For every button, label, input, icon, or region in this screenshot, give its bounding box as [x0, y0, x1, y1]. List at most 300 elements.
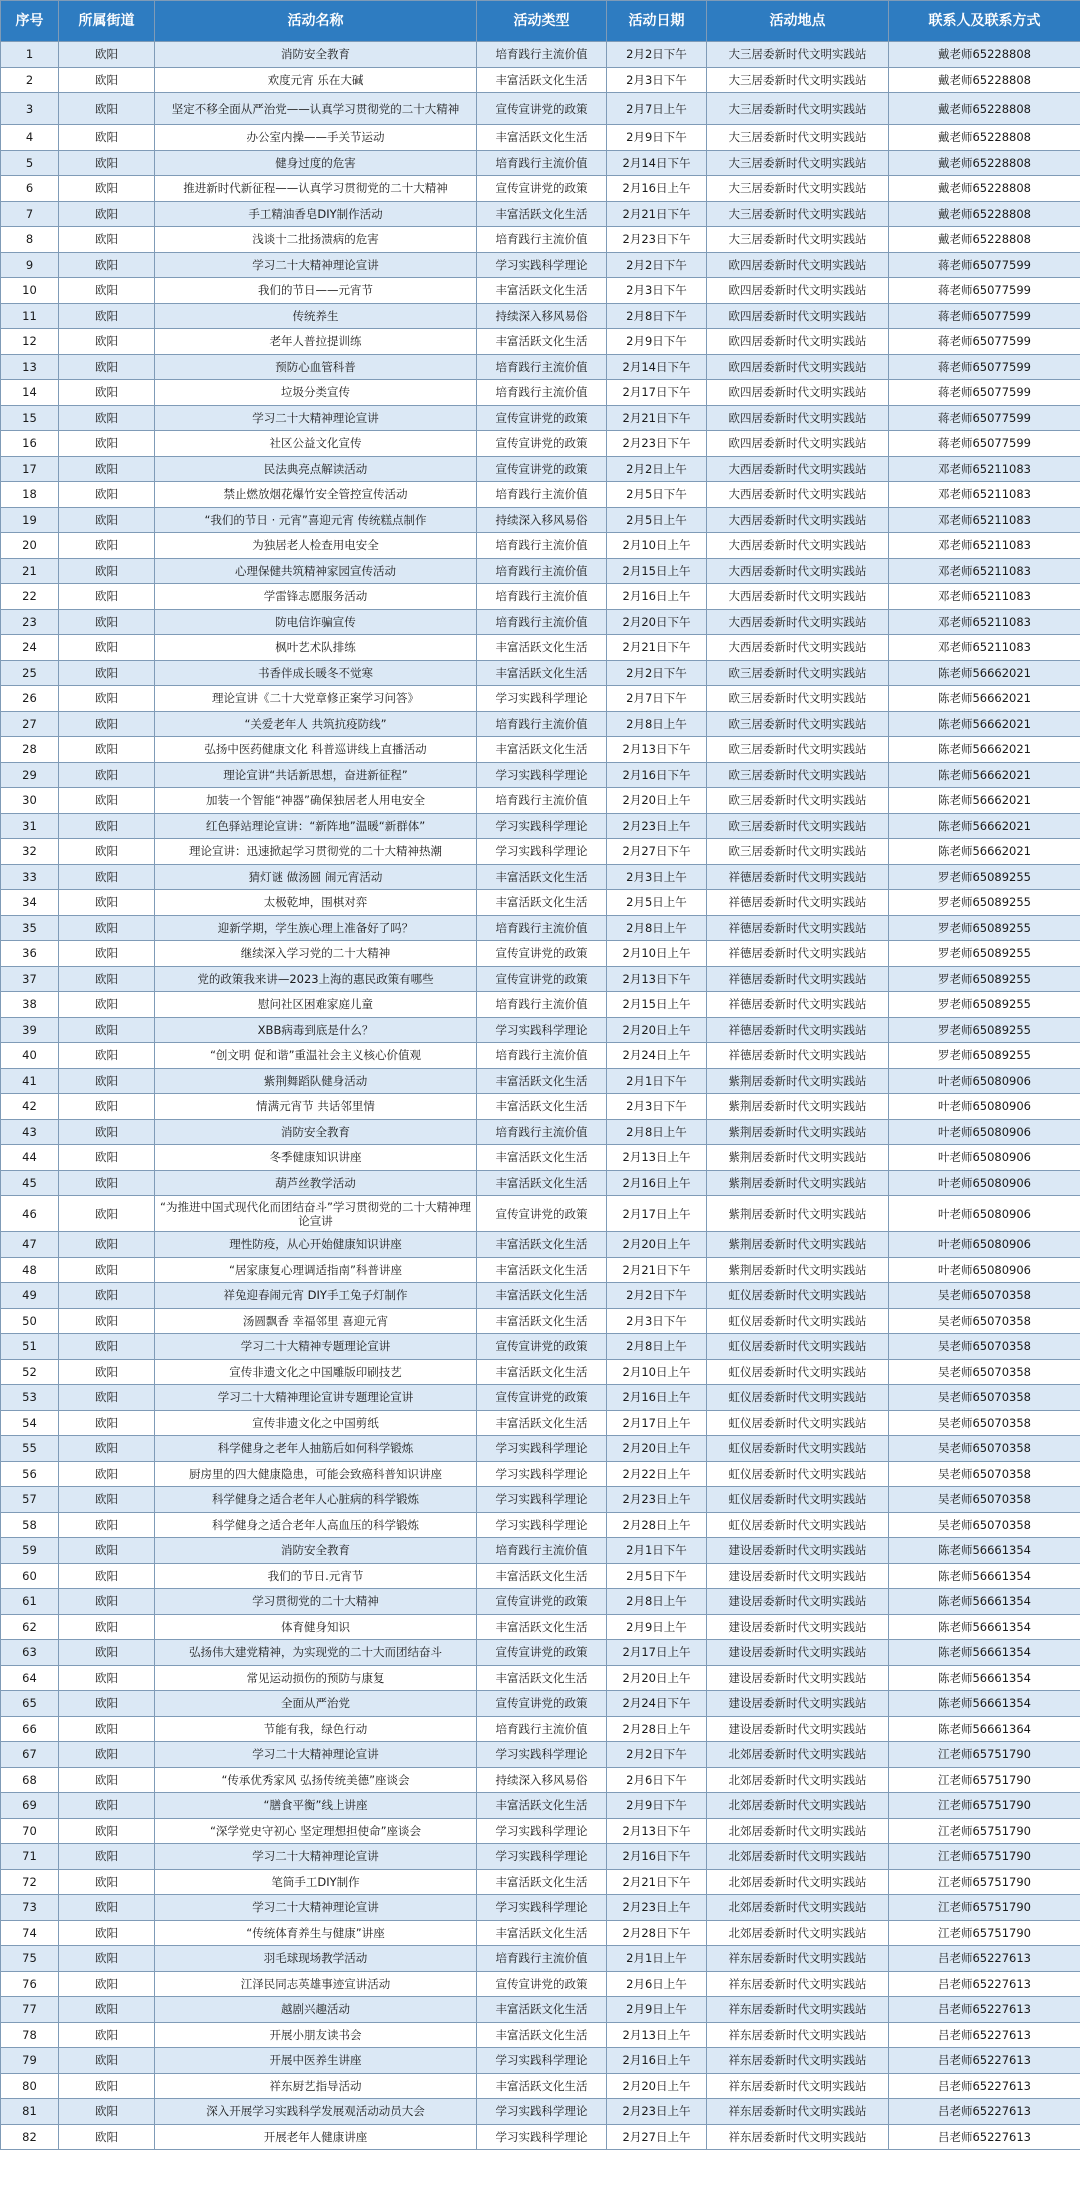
col-activity-date-cell: 2月10日上午 — [607, 1359, 707, 1385]
col-street-cell: 欧阳 — [59, 584, 155, 610]
table-row — [1, 1461, 1080, 1487]
col-activity-date-cell: 2月6日下午 — [607, 1767, 707, 1793]
col-index-cell: 50 — [1, 1308, 59, 1334]
col-activity-type-cell: 持续深入移风易俗 — [477, 303, 607, 329]
col-activity-date-cell: 2月16日上午 — [607, 2048, 707, 2074]
col-contact-cell: 陈老师56661354 — [889, 1640, 1080, 1666]
col-index-cell: 16 — [1, 431, 59, 457]
col-activity-type-cell: 学习实践科学理论 — [477, 1487, 607, 1513]
col-activity-date-cell: 2月17日上午 — [607, 1410, 707, 1436]
col-activity-type-cell: 宣传宣讲党的政策 — [477, 1589, 607, 1615]
col-activity-date-cell: 2月2日下午 — [607, 42, 707, 68]
col-activity-date-cell: 2月16日上午 — [607, 1385, 707, 1411]
col-activity-date-cell: 2月15日上午 — [607, 992, 707, 1018]
col-venue-cell: 大西居委新时代文明实践站 — [707, 533, 889, 559]
col-activity-date-cell: 2月27日上午 — [607, 2124, 707, 2150]
col-activity-type-cell: 丰富活跃文化生活 — [477, 890, 607, 916]
col-contact-cell: 罗老师65089255 — [889, 966, 1080, 992]
col-activity-name-cell: 学习二十大精神专题理论宣讲 — [155, 1334, 477, 1360]
col-activity-date-cell: 2月16日上午 — [607, 1170, 707, 1196]
col-street-cell: 欧阳 — [59, 482, 155, 508]
table-row — [1, 303, 1080, 329]
col-activity-type-cell: 培育践行主流价值 — [477, 150, 607, 176]
col-activity-name-cell: 祥东厨艺指导活动 — [155, 2073, 477, 2099]
col-venue-cell: 北郊居委新时代文明实践站 — [707, 1818, 889, 1844]
table-row — [1, 1767, 1080, 1793]
col-activity-type-cell: 培育践行主流价值 — [477, 1946, 607, 1972]
col-activity-date-cell: 2月3日下午 — [607, 1094, 707, 1120]
col-index-cell: 35 — [1, 915, 59, 941]
col-activity-name-cell: 加装一个智能“神器”确保独居老人用电安全 — [155, 788, 477, 814]
col-venue-cell: 虹仪居委新时代文明实践站 — [707, 1308, 889, 1334]
col-activity-name-cell: 科学健身之老年人抽筋后如何科学锻炼 — [155, 1436, 477, 1462]
table-row — [1, 252, 1080, 278]
col-index-cell: 44 — [1, 1145, 59, 1171]
col-street-cell: 欧阳 — [59, 431, 155, 457]
col-index-cell: 46 — [1, 1196, 59, 1232]
col-activity-date-cell: 2月8日上午 — [607, 915, 707, 941]
col-activity-name-cell: 学习二十大精神理论宣讲 — [155, 1895, 477, 1921]
col-venue-cell: 紫荆居委新时代文明实践站 — [707, 1094, 889, 1120]
col-activity-date-cell: 2月5日下午 — [607, 1563, 707, 1589]
col-index-cell: 5 — [1, 150, 59, 176]
col-venue-cell: 大三居委新时代文明实践站 — [707, 176, 889, 202]
table-row — [1, 2048, 1080, 2074]
col-venue-cell: 紫荆居委新时代文明实践站 — [707, 1119, 889, 1145]
col-street-cell: 欧阳 — [59, 762, 155, 788]
col-contact-cell: 邓老师65211083 — [889, 635, 1080, 661]
col-activity-name-cell: “膳食平衡”线上讲座 — [155, 1793, 477, 1819]
col-activity-type-cell: 丰富活跃文化生活 — [477, 635, 607, 661]
col-activity-date-cell: 2月23日上午 — [607, 813, 707, 839]
col-venue-cell: 欧三居委新时代文明实践站 — [707, 660, 889, 686]
col-activity-type-cell: 丰富活跃文化生活 — [477, 201, 607, 227]
col-contact-cell: 吕老师65227613 — [889, 1971, 1080, 1997]
col-venue-cell: 建设居委新时代文明实践站 — [707, 1614, 889, 1640]
col-activity-date-cell: 2月20日上午 — [607, 2073, 707, 2099]
col-activity-name-cell: 慰问社区困难家庭儿童 — [155, 992, 477, 1018]
col-index-cell: 32 — [1, 839, 59, 865]
table-row — [1, 915, 1080, 941]
col-street-cell: 欧阳 — [59, 864, 155, 890]
col-index-cell: 14 — [1, 380, 59, 406]
col-activity-type-cell: 学习实践科学理论 — [477, 1512, 607, 1538]
col-activity-date-cell: 2月27日下午 — [607, 839, 707, 865]
col-street-cell: 欧阳 — [59, 1844, 155, 1870]
col-contact-cell: 陈老师56661354 — [889, 1589, 1080, 1615]
col-activity-name-cell: 健身过度的危害 — [155, 150, 477, 176]
col-street-cell: 欧阳 — [59, 150, 155, 176]
col-activity-type-cell: 丰富活跃文化生活 — [477, 1232, 607, 1258]
col-activity-type-cell: 丰富活跃文化生活 — [477, 1257, 607, 1283]
table-row — [1, 2073, 1080, 2099]
col-street-cell: 欧阳 — [59, 1119, 155, 1145]
col-street-cell: 欧阳 — [59, 788, 155, 814]
table-row — [1, 405, 1080, 431]
col-contact-cell: 吴老师65070358 — [889, 1461, 1080, 1487]
col-venue-cell: 欧四居委新时代文明实践站 — [707, 431, 889, 457]
col-street-cell: 欧阳 — [59, 533, 155, 559]
col-index-cell: 6 — [1, 176, 59, 202]
col-contact-cell: 吴老师65070358 — [889, 1283, 1080, 1309]
col-activity-name-cell: 社区公益文化宣传 — [155, 431, 477, 457]
col-activity-type-cell: 宣传宣讲党的政策 — [477, 176, 607, 202]
col-street-cell: 欧阳 — [59, 201, 155, 227]
col-activity-name-cell: 笔筒手工DIY制作 — [155, 1869, 477, 1895]
col-activity-date-cell: 2月2日下午 — [607, 252, 707, 278]
col-activity-name-cell: 我们的节日.元宵节 — [155, 1563, 477, 1589]
col-activity-date-cell: 2月13日上午 — [607, 2022, 707, 2048]
col-activity-date-cell: 2月8日上午 — [607, 711, 707, 737]
col-contact-header: 联系人及联系方式 — [889, 1, 1080, 42]
col-venue-cell: 祥德居委新时代文明实践站 — [707, 992, 889, 1018]
table-row — [1, 1385, 1080, 1411]
col-venue-cell: 欧三居委新时代文明实践站 — [707, 686, 889, 712]
col-activity-date-cell: 2月1日下午 — [607, 1538, 707, 1564]
col-activity-name-cell: 理论宣讲“共话新思想，奋进新征程” — [155, 762, 477, 788]
col-index-cell: 74 — [1, 1920, 59, 1946]
table-row — [1, 150, 1080, 176]
col-index-cell: 9 — [1, 252, 59, 278]
col-street-cell: 欧阳 — [59, 252, 155, 278]
col-activity-type-cell: 培育践行主流价值 — [477, 915, 607, 941]
col-index-cell: 58 — [1, 1512, 59, 1538]
col-contact-cell: 戴老师65228808 — [889, 67, 1080, 93]
col-contact-cell: 陈老师56661354 — [889, 1538, 1080, 1564]
table-row — [1, 2022, 1080, 2048]
col-index-cell: 82 — [1, 2124, 59, 2150]
col-venue-cell: 大三居委新时代文明实践站 — [707, 67, 889, 93]
col-activity-name-header: 活动名称 — [155, 1, 477, 42]
col-activity-date-cell: 2月1日下午 — [607, 1068, 707, 1094]
col-activity-type-cell: 丰富活跃文化生活 — [477, 1145, 607, 1171]
table-row — [1, 1691, 1080, 1717]
col-activity-name-cell: “传统体育养生与健康”讲座 — [155, 1920, 477, 1946]
col-activity-date-cell: 2月28日上午 — [607, 1716, 707, 1742]
col-index-cell: 8 — [1, 227, 59, 253]
col-activity-type-cell: 培育践行主流价值 — [477, 558, 607, 584]
table-row — [1, 1665, 1080, 1691]
col-venue-cell: 欧四居委新时代文明实践站 — [707, 303, 889, 329]
col-contact-cell: 叶老师65080906 — [889, 1232, 1080, 1258]
col-contact-cell: 陈老师56662021 — [889, 711, 1080, 737]
col-activity-date-cell: 2月21日下午 — [607, 201, 707, 227]
col-activity-name-cell: 学习贯彻党的二十大精神 — [155, 1589, 477, 1615]
col-street-cell: 欧阳 — [59, 1196, 155, 1232]
col-activity-type-cell: 学习实践科学理论 — [477, 1895, 607, 1921]
col-activity-name-cell: 开展老年人健康讲座 — [155, 2124, 477, 2150]
table-row — [1, 686, 1080, 712]
col-activity-date-cell: 2月13日下午 — [607, 737, 707, 763]
col-activity-name-cell: 书香伴成长暖冬不觉寒 — [155, 660, 477, 686]
col-venue-cell: 祥德居委新时代文明实践站 — [707, 966, 889, 992]
table-row — [1, 864, 1080, 890]
col-venue-cell: 祥东居委新时代文明实践站 — [707, 2022, 889, 2048]
table-row — [1, 2099, 1080, 2125]
col-venue-cell: 紫荆居委新时代文明实践站 — [707, 1170, 889, 1196]
col-activity-type-cell: 丰富活跃文化生活 — [477, 67, 607, 93]
col-contact-cell: 罗老师65089255 — [889, 1017, 1080, 1043]
col-street-cell: 欧阳 — [59, 1257, 155, 1283]
col-index-cell: 15 — [1, 405, 59, 431]
col-index-cell: 49 — [1, 1283, 59, 1309]
col-activity-date-cell: 2月23日下午 — [607, 227, 707, 253]
col-activity-date-cell: 2月15日上午 — [607, 558, 707, 584]
col-activity-date-cell: 2月21日下午 — [607, 405, 707, 431]
col-venue-cell: 祥德居委新时代文明实践站 — [707, 915, 889, 941]
col-activity-type-cell: 培育践行主流价值 — [477, 380, 607, 406]
col-venue-cell: 北郊居委新时代文明实践站 — [707, 1895, 889, 1921]
col-venue-header: 活动地点 — [707, 1, 889, 42]
col-contact-cell: 蒋老师65077599 — [889, 431, 1080, 457]
col-contact-cell: 戴老师65228808 — [889, 125, 1080, 151]
col-activity-date-cell: 2月17日上午 — [607, 1640, 707, 1666]
col-contact-cell: 罗老师65089255 — [889, 890, 1080, 916]
col-activity-date-cell: 2月17日上午 — [607, 1196, 707, 1232]
col-activity-name-cell: 冬季健康知识讲座 — [155, 1145, 477, 1171]
col-activity-name-cell: 葫芦丝教学活动 — [155, 1170, 477, 1196]
col-venue-cell: 大三居委新时代文明实践站 — [707, 227, 889, 253]
col-street-cell: 欧阳 — [59, 380, 155, 406]
col-street-cell: 欧阳 — [59, 1589, 155, 1615]
table-row — [1, 813, 1080, 839]
table-row — [1, 1869, 1080, 1895]
table-row — [1, 201, 1080, 227]
col-activity-name-cell: 办公室内操——手关节运动 — [155, 125, 477, 151]
col-activity-date-header: 活动日期 — [607, 1, 707, 42]
col-venue-cell: 欧三居委新时代文明实践站 — [707, 788, 889, 814]
col-index-cell: 13 — [1, 354, 59, 380]
col-venue-cell: 大西居委新时代文明实践站 — [707, 456, 889, 482]
col-contact-cell: 江老师65751790 — [889, 1767, 1080, 1793]
col-index-cell: 17 — [1, 456, 59, 482]
col-street-cell: 欧阳 — [59, 1971, 155, 1997]
col-activity-date-cell: 2月20日上午 — [607, 1436, 707, 1462]
col-street-cell: 欧阳 — [59, 1385, 155, 1411]
table-row — [1, 839, 1080, 865]
col-activity-type-cell: 丰富活跃文化生活 — [477, 1170, 607, 1196]
col-street-cell: 欧阳 — [59, 890, 155, 916]
col-contact-cell: 吴老师65070358 — [889, 1334, 1080, 1360]
col-activity-date-cell: 2月10日上午 — [607, 941, 707, 967]
table-row — [1, 1997, 1080, 2023]
col-activity-date-cell: 2月20日上午 — [607, 788, 707, 814]
col-index-cell: 27 — [1, 711, 59, 737]
col-contact-cell: 吕老师65227613 — [889, 2073, 1080, 2099]
col-venue-cell: 祥东居委新时代文明实践站 — [707, 1971, 889, 1997]
col-activity-name-cell: 防电信诈骗宣传 — [155, 609, 477, 635]
col-contact-cell: 戴老师65228808 — [889, 150, 1080, 176]
col-venue-cell: 大西居委新时代文明实践站 — [707, 482, 889, 508]
col-activity-name-cell: 学雷锋志愿服务活动 — [155, 584, 477, 610]
table-row — [1, 762, 1080, 788]
col-street-cell: 欧阳 — [59, 93, 155, 125]
col-contact-cell: 江老师65751790 — [889, 1920, 1080, 1946]
col-venue-cell: 北郊居委新时代文明实践站 — [707, 1920, 889, 1946]
col-contact-cell: 邓老师65211083 — [889, 558, 1080, 584]
col-venue-cell: 北郊居委新时代文明实践站 — [707, 1869, 889, 1895]
col-index-cell: 75 — [1, 1946, 59, 1972]
table-row — [1, 1436, 1080, 1462]
col-index-cell: 62 — [1, 1614, 59, 1640]
col-contact-cell: 吴老师65070358 — [889, 1512, 1080, 1538]
col-activity-name-cell: 深入开展学习实践科学发展观活动动员大会 — [155, 2099, 477, 2125]
col-street-cell: 欧阳 — [59, 1716, 155, 1742]
col-activity-date-cell: 2月21日下午 — [607, 1869, 707, 1895]
table-row — [1, 1640, 1080, 1666]
col-index-cell: 41 — [1, 1068, 59, 1094]
col-venue-cell: 欧三居委新时代文明实践站 — [707, 737, 889, 763]
table-row — [1, 1512, 1080, 1538]
col-street-cell: 欧阳 — [59, 1359, 155, 1385]
col-venue-cell: 虹仪居委新时代文明实践站 — [707, 1334, 889, 1360]
col-street-cell: 欧阳 — [59, 278, 155, 304]
col-activity-date-cell: 2月9日下午 — [607, 329, 707, 355]
col-activity-name-cell: 手工精油香皂DIY制作活动 — [155, 201, 477, 227]
col-activity-name-cell: 消防安全教育 — [155, 42, 477, 68]
col-contact-cell: 罗老师65089255 — [889, 1043, 1080, 1069]
col-venue-cell: 祥东居委新时代文明实践站 — [707, 2124, 889, 2150]
col-contact-cell: 江老师65751790 — [889, 1818, 1080, 1844]
col-activity-name-cell: 开展小朋友读书会 — [155, 2022, 477, 2048]
col-index-cell: 2 — [1, 67, 59, 93]
col-venue-cell: 欧四居委新时代文明实践站 — [707, 278, 889, 304]
col-street-cell: 欧阳 — [59, 2048, 155, 2074]
table-row — [1, 1487, 1080, 1513]
col-activity-date-cell: 2月23日上午 — [607, 2099, 707, 2125]
col-activity-name-cell: 全面从严治党 — [155, 1691, 477, 1717]
col-activity-name-cell: “为推进中国式现代化而团结奋斗”学习贯彻党的二十大精神理论宣讲 — [155, 1196, 477, 1232]
col-activity-date-cell: 2月2日下午 — [607, 1742, 707, 1768]
col-activity-name-cell: 羽毛球现场教学活动 — [155, 1946, 477, 1972]
table-row — [1, 609, 1080, 635]
table-row — [1, 992, 1080, 1018]
col-activity-type-cell: 学习实践科学理论 — [477, 1742, 607, 1768]
col-activity-name-cell: “创文明 促和谐”重温社会主义核心价值观 — [155, 1043, 477, 1069]
col-street-cell: 欧阳 — [59, 1818, 155, 1844]
col-street-cell: 欧阳 — [59, 67, 155, 93]
col-street-cell: 欧阳 — [59, 737, 155, 763]
col-contact-cell: 吴老师65070358 — [889, 1436, 1080, 1462]
col-activity-name-cell: 汤圆飘香 幸福邻里 喜迎元宵 — [155, 1308, 477, 1334]
col-activity-date-cell: 2月9日下午 — [607, 1793, 707, 1819]
col-street-cell: 欧阳 — [59, 2124, 155, 2150]
table-row — [1, 1068, 1080, 1094]
col-activity-name-cell: 体育健身知识 — [155, 1614, 477, 1640]
col-activity-date-cell: 2月2日下午 — [607, 1283, 707, 1309]
table-row — [1, 1614, 1080, 1640]
col-activity-date-cell: 2月10日上午 — [607, 533, 707, 559]
col-activity-type-cell: 培育践行主流价值 — [477, 1538, 607, 1564]
col-venue-cell: 大三居委新时代文明实践站 — [707, 150, 889, 176]
col-street-cell: 欧阳 — [59, 42, 155, 68]
col-activity-date-cell: 2月2日下午 — [607, 660, 707, 686]
table-row — [1, 966, 1080, 992]
col-activity-type-cell: 培育践行主流价值 — [477, 1043, 607, 1069]
col-contact-cell: 吴老师65070358 — [889, 1487, 1080, 1513]
col-activity-date-cell: 2月14日下午 — [607, 354, 707, 380]
col-venue-cell: 紫荆居委新时代文明实践站 — [707, 1232, 889, 1258]
table-row — [1, 1971, 1080, 1997]
col-contact-cell: 吕老师65227613 — [889, 2022, 1080, 2048]
col-street-cell: 欧阳 — [59, 1068, 155, 1094]
col-activity-type-cell: 丰富活跃文化生活 — [477, 1614, 607, 1640]
col-activity-name-cell: 我们的节日——元宵节 — [155, 278, 477, 304]
col-activity-type-cell: 培育践行主流价值 — [477, 788, 607, 814]
col-activity-type-cell: 丰富活跃文化生活 — [477, 1563, 607, 1589]
col-contact-cell: 邓老师65211083 — [889, 507, 1080, 533]
col-street-cell: 欧阳 — [59, 456, 155, 482]
col-street-cell: 欧阳 — [59, 1461, 155, 1487]
col-index-cell: 48 — [1, 1257, 59, 1283]
col-venue-cell: 祥德居委新时代文明实践站 — [707, 890, 889, 916]
col-index-cell: 71 — [1, 1844, 59, 1870]
col-street-cell: 欧阳 — [59, 1742, 155, 1768]
col-contact-cell: 吕老师65227613 — [889, 2099, 1080, 2125]
table-row — [1, 711, 1080, 737]
col-venue-cell: 欧四居委新时代文明实践站 — [707, 252, 889, 278]
col-street-cell: 欧阳 — [59, 125, 155, 151]
col-activity-type-cell: 宣传宣讲党的政策 — [477, 941, 607, 967]
col-activity-type-cell: 丰富活跃文化生活 — [477, 278, 607, 304]
col-street-cell: 欧阳 — [59, 303, 155, 329]
col-contact-cell: 戴老师65228808 — [889, 227, 1080, 253]
col-activity-type-cell: 学习实践科学理论 — [477, 1818, 607, 1844]
col-index-cell: 33 — [1, 864, 59, 890]
col-activity-date-cell: 2月9日下午 — [607, 125, 707, 151]
col-street-cell: 欧阳 — [59, 1563, 155, 1589]
col-activity-type-cell: 学习实践科学理论 — [477, 252, 607, 278]
col-activity-date-cell: 2月3日上午 — [607, 864, 707, 890]
col-street-cell: 欧阳 — [59, 1767, 155, 1793]
col-activity-name-cell: 猜灯谜 做汤圆 闹元宵活动 — [155, 864, 477, 890]
table-row — [1, 1589, 1080, 1615]
col-activity-type-cell: 丰富活跃文化生活 — [477, 1068, 607, 1094]
col-street-cell: 欧阳 — [59, 1043, 155, 1069]
col-index-cell: 73 — [1, 1895, 59, 1921]
col-activity-name-cell: 厨房里的四大健康隐患，可能会致癌科普知识讲座 — [155, 1461, 477, 1487]
col-activity-type-cell: 宣传宣讲党的政策 — [477, 1385, 607, 1411]
table-row — [1, 1716, 1080, 1742]
col-street-cell: 欧阳 — [59, 1334, 155, 1360]
col-venue-cell: 建设居委新时代文明实践站 — [707, 1538, 889, 1564]
col-contact-cell: 蒋老师65077599 — [889, 303, 1080, 329]
table-row — [1, 507, 1080, 533]
col-street-cell: 欧阳 — [59, 635, 155, 661]
col-activity-type-cell: 丰富活跃文化生活 — [477, 1997, 607, 2023]
table-row — [1, 1283, 1080, 1309]
col-activity-name-cell: 开展中医养生讲座 — [155, 2048, 477, 2074]
col-index-cell: 36 — [1, 941, 59, 967]
col-activity-date-cell: 2月20日上午 — [607, 1665, 707, 1691]
col-index-cell: 45 — [1, 1170, 59, 1196]
col-activity-name-cell: XBB病毒到底是什么？ — [155, 1017, 477, 1043]
col-activity-name-cell: 宣传非遗文化之中国剪纸 — [155, 1410, 477, 1436]
col-activity-type-cell: 培育践行主流价值 — [477, 354, 607, 380]
col-activity-date-cell: 2月7日下午 — [607, 686, 707, 712]
col-street-cell: 欧阳 — [59, 1170, 155, 1196]
col-activity-type-cell: 宣传宣讲党的政策 — [477, 456, 607, 482]
col-venue-cell: 欧三居委新时代文明实践站 — [707, 839, 889, 865]
table-row — [1, 42, 1080, 68]
col-activity-type-header: 活动类型 — [477, 1, 607, 42]
col-venue-cell: 大西居委新时代文明实践站 — [707, 635, 889, 661]
table-row — [1, 941, 1080, 967]
col-index-cell: 55 — [1, 1436, 59, 1462]
col-activity-date-cell: 2月28日上午 — [607, 1512, 707, 1538]
col-contact-cell: 陈老师56661364 — [889, 1716, 1080, 1742]
col-contact-cell: 吕老师65227613 — [889, 2048, 1080, 2074]
